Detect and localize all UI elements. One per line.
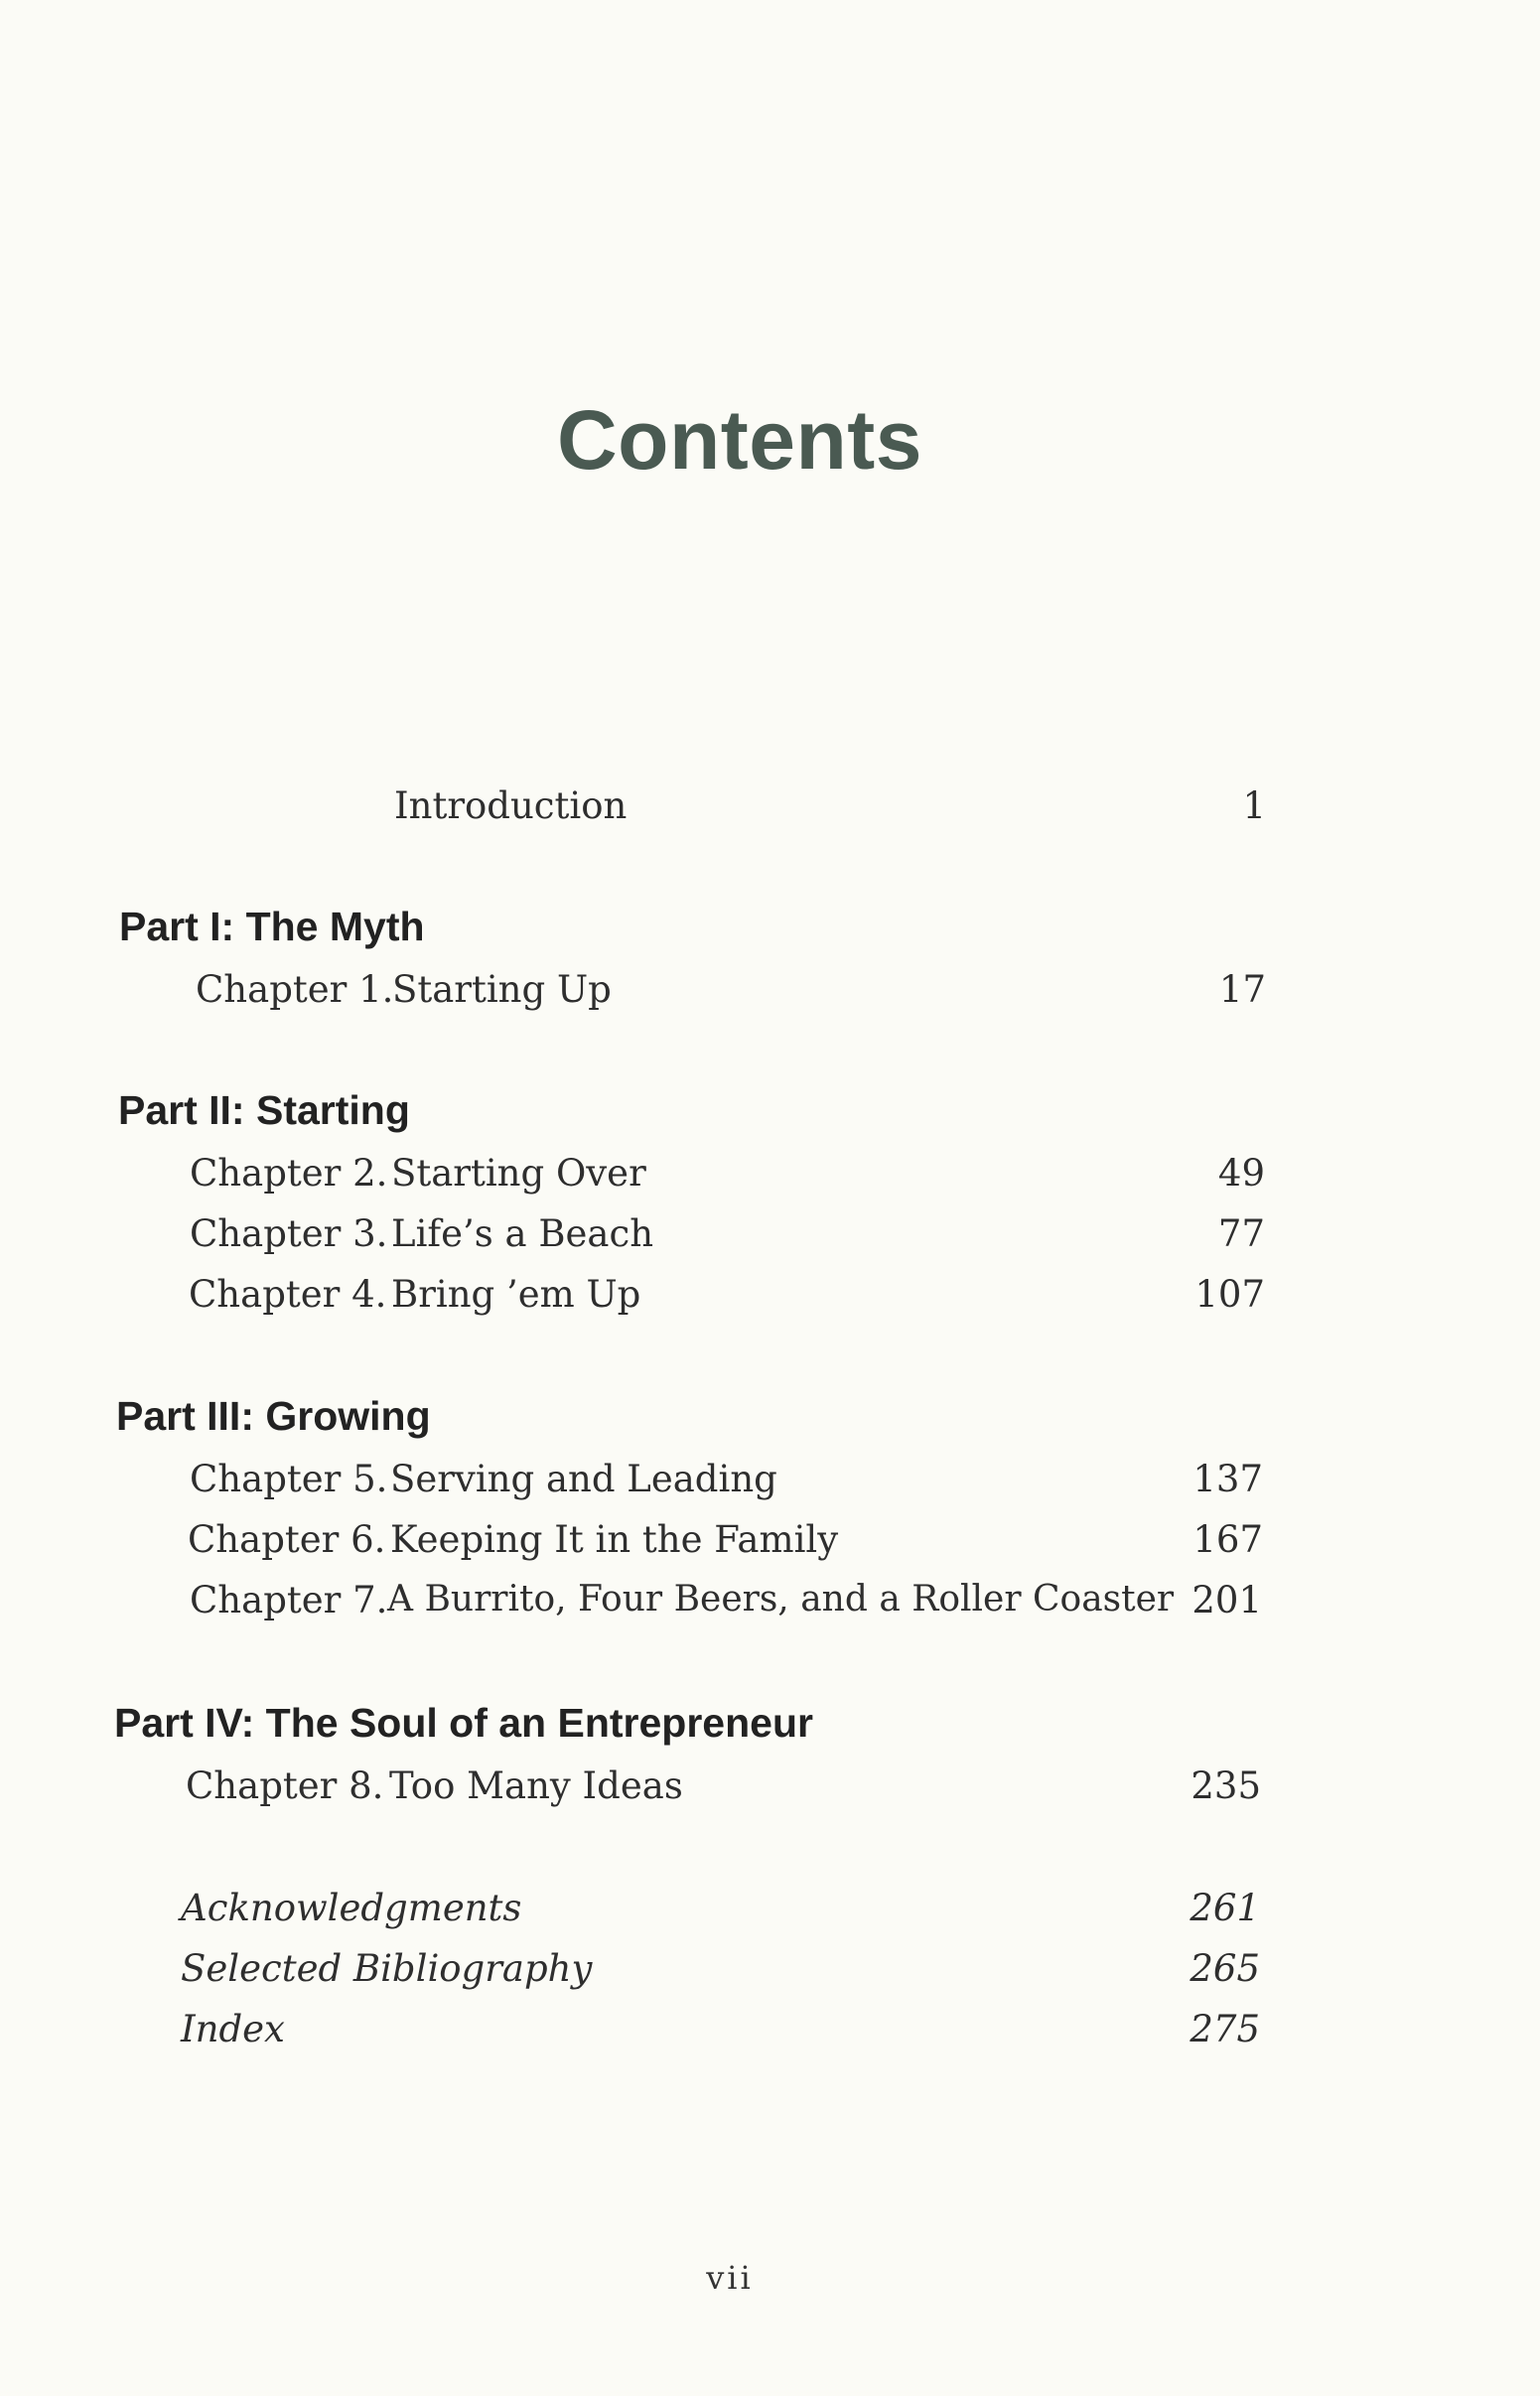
chapter-page: 49 <box>1217 1152 1265 1195</box>
chapter-number: Chapter 3. <box>190 1212 388 1255</box>
toc-entry-back-matter <box>0 2008 1540 2057</box>
toc-entry-chapter <box>0 1579 1540 1628</box>
chapter-page: 167 <box>1192 1518 1263 1561</box>
part-heading: Part III: Growing <box>116 1393 431 1439</box>
chapter-page: 17 <box>1218 968 1266 1011</box>
toc-entry-chapter <box>0 1518 1540 1568</box>
chapter-title: A Burrito, Four Beers, and a Roller Coaster <box>387 1579 1175 1620</box>
chapter-title: Serving and Leading <box>390 1458 777 1500</box>
chapter-title: Bring ’em Up <box>391 1273 641 1316</box>
back-matter-page: 275 <box>1190 2008 1260 2050</box>
chapter-page: 107 <box>1194 1273 1265 1316</box>
chapter-number: Chapter 8. <box>186 1764 384 1807</box>
toc-entry-introduction <box>0 784 1540 834</box>
back-matter-page: 261 <box>1190 1887 1260 1929</box>
chapter-page: 201 <box>1191 1579 1262 1621</box>
page-number-folio: vii <box>706 2259 754 2297</box>
chapter-title: Starting Over <box>391 1152 646 1195</box>
chapter-page: 137 <box>1192 1458 1263 1500</box>
toc-entry-back-matter <box>0 1887 1540 1936</box>
back-matter-title: Index <box>181 2008 285 2050</box>
back-matter-title: Acknowledgments <box>181 1887 522 1929</box>
chapter-number: Chapter 1. <box>196 968 394 1011</box>
toc-entry-chapter <box>0 968 1540 1018</box>
part-heading: Part II: Starting <box>118 1087 410 1133</box>
toc-entry-title: Introduction <box>394 784 628 827</box>
chapter-title: Life’s a Beach <box>391 1212 654 1255</box>
chapter-number: Chapter 7. <box>190 1579 388 1621</box>
toc-entry-back-matter <box>0 1947 1540 1997</box>
toc-entry-page: 1 <box>1242 784 1266 827</box>
toc-entry-chapter <box>0 1152 1540 1201</box>
chapter-number: Chapter 5. <box>190 1458 388 1500</box>
chapter-title: Starting Up <box>392 968 612 1011</box>
back-matter-title: Selected Bibliography <box>181 1947 593 1990</box>
chapter-number: Chapter 2. <box>190 1152 388 1195</box>
page-title: Contents <box>557 393 922 487</box>
chapter-page: 77 <box>1217 1212 1265 1255</box>
chapter-number: Chapter 4. <box>189 1273 387 1316</box>
chapter-title: Too Many Ideas <box>389 1764 683 1807</box>
toc-entry-chapter <box>0 1273 1540 1323</box>
toc-entry-chapter <box>0 1764 1540 1814</box>
back-matter-page: 265 <box>1190 1947 1260 1990</box>
chapter-page: 235 <box>1190 1764 1261 1807</box>
toc-entry-chapter <box>0 1458 1540 1507</box>
part-heading: Part I: The Myth <box>119 904 425 949</box>
part-heading: Part IV: The Soul of an Entrepreneur <box>114 1700 813 1746</box>
chapter-number: Chapter 6. <box>188 1518 386 1561</box>
chapter-title: Keeping It in the Family <box>390 1518 839 1561</box>
toc-entry-chapter <box>0 1212 1540 1262</box>
